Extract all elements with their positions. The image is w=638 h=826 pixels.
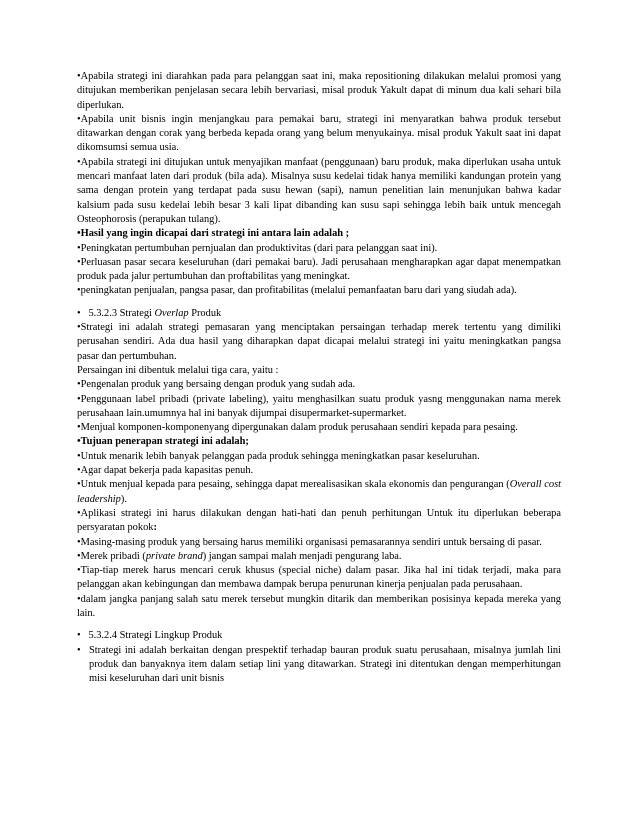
lingkup-body-text: Strategi ini adalah berkaitan dengan prespektif terhadap bauran produk suatu perusahaan, misalnya jumlah lini produk dan banyaknya item dalam setiap lini yang ditawarkan. Strategi ini ditentukan dengan memperhitungan misi keseluruhan dari unit bisnis: [89, 644, 561, 685]
overall-cost-italic: Overall cost leadership: [77, 479, 562, 505]
section-suffix: Produk: [188, 307, 222, 319]
paragraph-tujuan-2: •Agar dapat bekerja pada kapasitas penuh.: [77, 465, 254, 477]
document-page: [77, 70, 561, 686]
paragraph-tujuan-3: [77, 478, 561, 507]
paragraph-overlap-method-3: •Menjual komponen-komponenyang dipergunakan dalam produk perusahaan sendiri kepada para pesaing.: [77, 422, 518, 434]
heading-tujuan: [77, 435, 561, 449]
syarat-text: •Aplikasi strategi ini harus dilakukan dengan hati-hati dan penuh perhitungan Untuk itu diperlukan beberapa persyaratan pokok: [77, 507, 561, 534]
spacer: [77, 621, 561, 629]
paragraph-syarat-1: •Masing-masing produk yang bersaing harus memiliki organisasi pemasarannya sendiri untuk bersaing di pasar.: [77, 536, 542, 548]
section-prefix: 5.3.2.3 Strategi: [88, 307, 155, 319]
paragraph-hasil-2: •Perluasan pasar secara keseluruhan (dari pemakai baru). Jadi perusahaan mengharapkan agar dapat menempatkan produk pada jalur pertumbuhan dan proftabilitas yang meningkat.: [77, 256, 561, 283]
overall-cost-prefix: •Untuk menjual kepada para pesaing, sehingga dapat merealisasikan skala ekonomis dan pengurangan (: [77, 479, 510, 491]
bullet: •: [77, 307, 81, 319]
section-lingkup-text: 5.3.2.4 Strategi Lingkup Produk: [88, 630, 223, 642]
bullet: •: [77, 630, 81, 642]
bullet: •: [77, 644, 81, 656]
paragraph-repositioning-current: •Apabila strategi ini diarahkan pada para pelanggan saat ini, maka repositioning dilakukan melalui promosi yang ditujukan memberikan penjelasan secara lebih bervariasi, misal produk Yakult dapat di minum dua kali sehari bila diperlukan.: [77, 71, 561, 111]
paragraph-syarat-4: •dalam jangka panjang salah satu merek tersebut mungkin ditarik dan memberikan posisinya kepada mereka yang lain.: [77, 593, 561, 619]
heading-hasil-text: •Hasil yang ingin dicapai dari strategi ini antara lain adalah ;: [77, 228, 350, 240]
heading-tujuan-text: •Tujuan penerapan strategi ini adalah;: [77, 436, 249, 448]
paragraph-syarat-3: •Tiap-tiap merek harus mencari ceruk khusus (special niche) dalam pasar. Jika hal ini tidak terjadi, maka para pelanggan akan kebingungan dan membawa dampak berupa penurunan kinerja penjualan pada perusahaan.: [77, 565, 561, 591]
paragraph-overlap-definition: •Strategi ini adalah strategi pemasaran yang menciptakan persaingan terhadap merek tertentu yang dimiliki perusahan sendiri. Ada dua hasil yang diharapkan dapat dicapai melalui strategi ini yaitu meningkatkan pangsa pasar dan pertumbuhan.: [77, 322, 561, 362]
paragraph-syarat-2: [77, 550, 561, 564]
syarat-colon: :: [153, 522, 157, 534]
paragraph-lingkup-body: [77, 644, 561, 687]
section-italic: Overlap: [154, 307, 189, 319]
paragraph-overlap-method-1: •Pengenalan produk yang bersaing dengan produk yang sudah ada.: [77, 379, 356, 391]
paragraph-overlap-method-2: •Penggunaan label pribadi (private labeling), yaitu menghasilkan suatu produk yasng menggunakan nama merek perusahaan lain.umumnya hal ini banyak dijumpai disupermarket-supermarket.: [77, 393, 561, 419]
paragraph-tujuan-1: •Untuk menarik lebih banyak pelanggan pada produk sehingga meningkatkan pasar keseluruhan.: [77, 450, 480, 462]
private-brand-prefix: •Merek pribadi (: [77, 550, 146, 562]
private-brand-suffix: ) jangan sampai malah menjadi pengurang laba.: [202, 550, 402, 562]
paragraph-hasil-3: •peningkatan penjualan, pangsa pasar, dan profitabilitas (melalui pemanfaatan baru dari yang siudah ada).: [77, 285, 517, 297]
spacer: [77, 299, 561, 307]
private-brand-italic: private brand: [145, 550, 203, 562]
paragraph-hasil-1: •Peningkatan pertumbuhan pernjualan dan produktivitas (dari para pelanggan saat ini).: [77, 242, 438, 254]
paragraph-repositioning-new-usage: •Apabila strategi ini ditujukan untuk menyajikan manfaat (penggunaan) baru produk, maka diperlukan usaha untuk mencari manfaat laten dari produk (bila ada). Misalnya susu kedelai tidak hanya memiliki kandungan protein yang sama dengan protein yang terdapat pada susu hewan (sapi), namun penelitian lain menunjukan bahwa kadar kalsium pada susu kedelai lebih besar 3 kali lipat dibanding kan susu sapi sehingga lebih baik untuk mencegah Osteophorosis (perapukan tulang).: [77, 156, 561, 225]
paragraph-syarat: [77, 507, 561, 536]
overall-cost-suffix: ).: [120, 493, 127, 505]
section-heading-overlap: [77, 307, 561, 321]
paragraph-repositioning-new-users: •Apabila unit bisnis ingin menjangkau para pemakai baru, strategi ini menyaratkan bahwa produk tersebut ditawarkan dengan corak yang berbeda kepada orang yang belum menyukainya. misal produk Yakult saat ini dapat dikomsumsi semua usia.: [77, 113, 561, 154]
paragraph-overlap-methods-intro: Persaingan ini dibentuk melalui tiga cara, yaitu :: [77, 364, 279, 376]
section-heading-lingkup: [77, 629, 561, 643]
heading-hasil: [77, 227, 561, 241]
